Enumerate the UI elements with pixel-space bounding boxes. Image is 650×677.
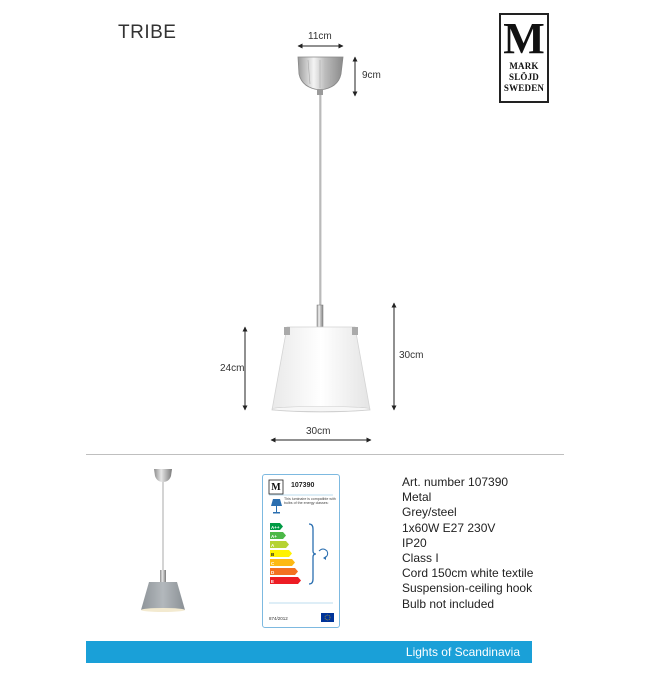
- spec-item: Bulb not included: [402, 596, 495, 611]
- energy-class-label: A: [271, 543, 275, 548]
- energy-class-label: A++: [271, 525, 280, 530]
- svg-text:M: M: [271, 482, 281, 493]
- section-divider: [86, 454, 564, 455]
- canopy-height-label: 9cm: [362, 70, 381, 81]
- eu-flag-icon: [321, 613, 334, 622]
- energy-class-label: D: [271, 570, 275, 575]
- spec-item: IP20: [402, 535, 427, 550]
- spec-item: Art. number 107390: [402, 475, 509, 489]
- logo-letter: M: [503, 14, 545, 63]
- energy-class-labels: [271, 523, 280, 586]
- compatibility-arrow-icon: [319, 549, 328, 560]
- spec-item: Class I: [402, 551, 439, 566]
- spec-item: Cord 150cm white textile: [402, 566, 534, 581]
- energy-label-regulation: 874/2012: [269, 616, 288, 621]
- logo-line-2: SLÖJD: [508, 72, 539, 82]
- energy-class-label: E: [271, 579, 275, 584]
- class-range-bracket: [309, 524, 316, 584]
- bulb-icon: [271, 499, 282, 514]
- product-photo: [118, 466, 213, 616]
- energy-label: [262, 474, 340, 628]
- shade-width-label: 30cm: [306, 426, 331, 437]
- spec-item: Suspension-ceiling hook: [402, 581, 533, 596]
- energy-label-article-number: 107390: [291, 482, 315, 489]
- logo-line-3: SWEDEN: [503, 83, 545, 93]
- lamp-shade: [272, 327, 370, 412]
- footer-tagline: Lights of Scandinavia: [405, 645, 520, 659]
- energy-class-label: C: [271, 561, 275, 566]
- logo-line-1: MARK: [509, 61, 539, 71]
- spec-item: 1x60W E27 230V: [402, 520, 496, 535]
- ceiling-canopy: [298, 57, 343, 95]
- lamp-socket: [317, 305, 323, 327]
- energy-class-label: B: [271, 552, 275, 557]
- total-height-label: 30cm: [399, 350, 424, 361]
- footer-bar: [86, 641, 532, 663]
- spec-item: Grey/steel: [402, 505, 457, 520]
- energy-label-note: This luminaire is compatible with bulbs of the energy classes:: [284, 497, 336, 506]
- spec-item: Metal: [402, 490, 432, 505]
- energy-class-label: A+: [271, 534, 277, 539]
- product-title: TRIBE: [118, 22, 177, 43]
- canopy-width-label: 11cm: [308, 31, 332, 42]
- shade-height-label: 24cm: [220, 363, 245, 374]
- spec-list: [402, 475, 533, 612]
